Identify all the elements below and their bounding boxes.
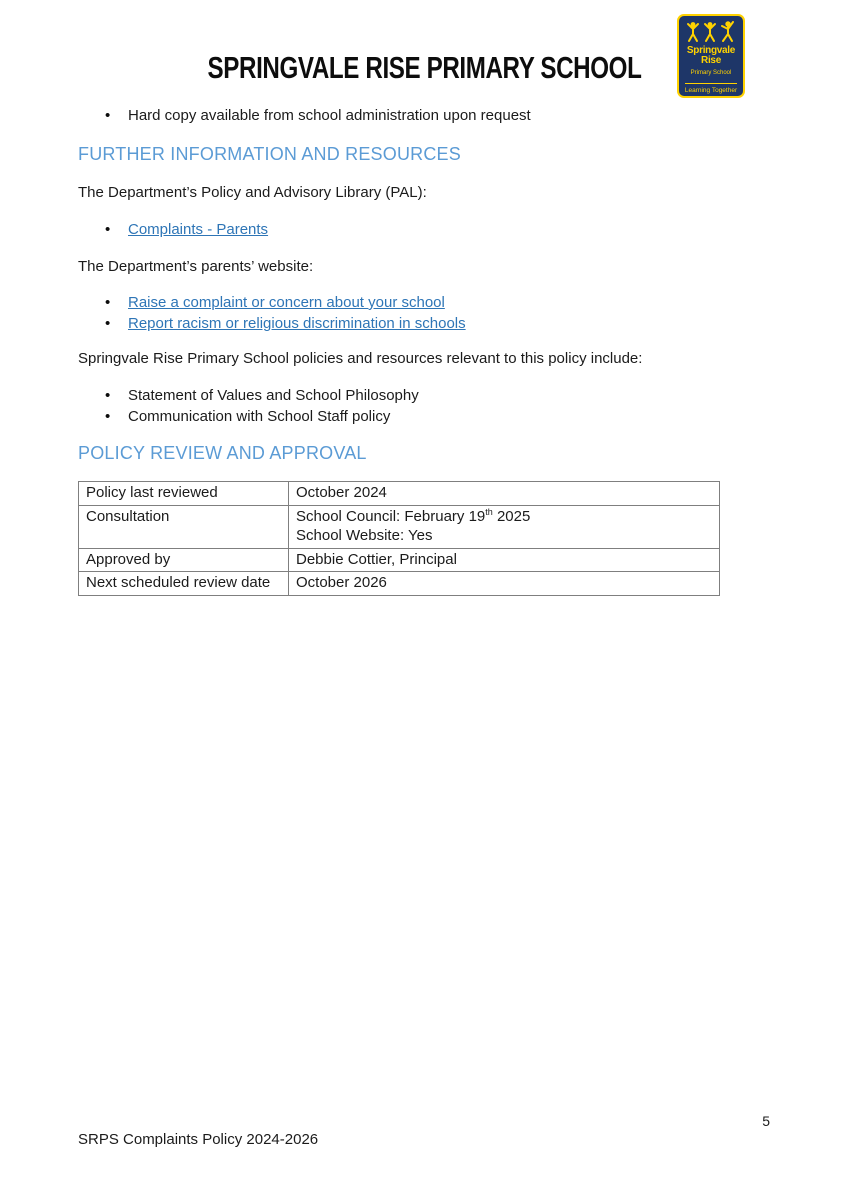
school-policies-list: [78, 386, 770, 427]
list-item: [78, 314, 770, 335]
table-cell-value: October 2026: [289, 572, 720, 596]
superscript-th: th: [485, 506, 493, 517]
logo-school-name-line1: Springvale: [686, 45, 736, 56]
table-cell-value: Debbie Cottier, Principal: [289, 548, 720, 572]
table-cell-label: Policy last reviewed: [79, 482, 289, 506]
table-cell-label: Next scheduled review date: [79, 572, 289, 596]
school-logo: [677, 14, 745, 98]
table-cell-label: Consultation: [79, 505, 289, 548]
list-item: • Statement of Values and School Philosophy: [78, 386, 770, 407]
list-item: • Hard copy available from school administration upon request: [78, 106, 770, 127]
list-item: [78, 220, 770, 241]
page-number: 5: [762, 1113, 770, 1129]
footer-document-label: SRPS Complaints Policy 2024-2026: [78, 1131, 319, 1148]
table-row: [79, 572, 720, 596]
children-figures-icon: [683, 19, 739, 44]
list-item: [78, 293, 770, 314]
availability-bullet-list: [78, 106, 770, 127]
parents-website-intro-text: The Department’s parents’ website:: [78, 258, 314, 275]
table-cell-value: October 2024: [289, 482, 720, 506]
logo-school-name-line2: Rise: [701, 55, 721, 66]
school-policies-intro-text: Springvale Rise Primary School policies and resources relevant to this policy include:: [78, 350, 643, 367]
logo-subtitle: Primary School: [690, 70, 732, 76]
list-item: • Communication with School Staff policy: [78, 407, 770, 428]
table-cell-value: School Council: February 19th 2025 School Website: Yes: [289, 505, 720, 548]
table-row: [79, 505, 720, 548]
section-heading-policy-review: POLICY REVIEW AND APPROVAL: [78, 443, 367, 463]
link-report-racism[interactable]: Report racism or religious discrimination in schools: [128, 314, 466, 332]
logo-tagline: Learning Together: [684, 87, 738, 94]
pal-link-list: [78, 220, 770, 241]
page-title: SPRINGVALE RISE PRIMARY SCHOOL: [207, 50, 642, 85]
link-complaints-parents[interactable]: Complaints - Parents: [128, 221, 269, 238]
section-heading-further-information: FURTHER INFORMATION AND RESOURCES: [78, 144, 461, 164]
table-row: [79, 548, 720, 572]
policy-review-table: [78, 481, 720, 596]
link-raise-complaint[interactable]: Raise a complaint or concern about your school: [128, 294, 445, 311]
parents-website-link-list: [78, 293, 770, 334]
table-row: [79, 482, 720, 506]
logo-divider: [685, 83, 737, 84]
table-cell-label: Approved by: [79, 548, 289, 572]
pal-intro-text: The Department’s Policy and Advisory Library (PAL):: [78, 184, 427, 201]
